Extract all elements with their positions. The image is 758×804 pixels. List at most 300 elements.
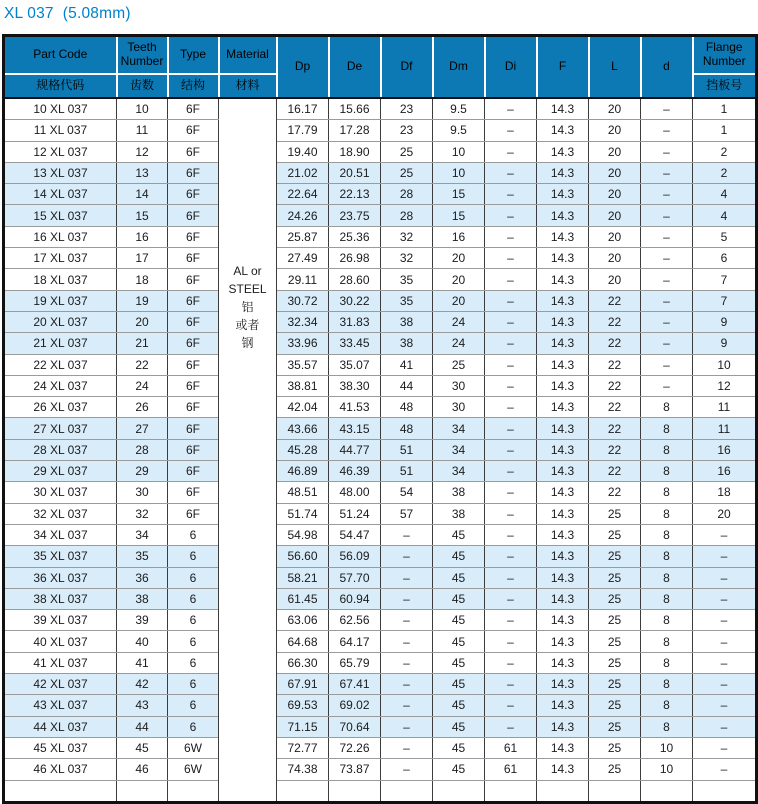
table-cell: 8 <box>641 482 693 503</box>
table-cell: 51 <box>381 461 433 482</box>
table-cell: 48.00 <box>329 482 381 503</box>
col-header-d: d <box>641 36 693 99</box>
table-cell: 17.79 <box>277 120 329 141</box>
table-cell: – <box>485 439 537 460</box>
table-cell: 22 <box>589 418 641 439</box>
col-header-dp: Dp <box>277 36 329 99</box>
table-cell: 54.47 <box>329 524 381 545</box>
table-cell: 26 XL 037 <box>4 397 117 418</box>
table-cell: 10 XL 037 <box>4 98 117 120</box>
table-cell: – <box>485 652 537 673</box>
table-cell: 15 XL 037 <box>4 205 117 226</box>
table-cell: 14.3 <box>537 503 589 524</box>
table-cell: 14.3 <box>537 482 589 503</box>
table-cell: 14.3 <box>537 333 589 354</box>
table-cell: 45 <box>117 737 168 758</box>
table-cell: 6F <box>168 120 219 141</box>
table-cell: 6F <box>168 397 219 418</box>
table-cell: – <box>381 524 433 545</box>
table-cell: 45 <box>433 716 485 737</box>
table-row <box>4 226 757 247</box>
table-cell: – <box>381 610 433 631</box>
table-cell: 14.3 <box>537 205 589 226</box>
table-cell: 28 XL 037 <box>4 439 117 460</box>
table-cell: 25 <box>589 652 641 673</box>
table-cell: – <box>693 759 757 780</box>
table-cell: 20 <box>589 184 641 205</box>
table-cell: 14.3 <box>537 311 589 332</box>
table-cell: 25 <box>589 695 641 716</box>
table-cell: 6 <box>168 546 219 567</box>
table-cell: 45 <box>433 652 485 673</box>
table-cell: – <box>381 737 433 758</box>
table-cell: 8 <box>641 610 693 631</box>
table-cell: 45 <box>433 695 485 716</box>
table-cell <box>4 780 117 802</box>
table-cell: 14.3 <box>537 631 589 652</box>
table-cell: 36 <box>117 567 168 588</box>
table-cell: 14.3 <box>537 418 589 439</box>
table-cell: 20 XL 037 <box>4 311 117 332</box>
table-row <box>4 716 757 737</box>
table-cell: 9 <box>693 311 757 332</box>
table-cell <box>589 780 641 802</box>
table-cell: 6F <box>168 184 219 205</box>
table-row <box>4 695 757 716</box>
table-cell: – <box>485 546 537 567</box>
table-cell: – <box>485 588 537 609</box>
table-cell: 30 <box>433 397 485 418</box>
table-row <box>4 290 757 311</box>
table-cell: 30.22 <box>329 290 381 311</box>
table-cell: 44.77 <box>329 439 381 460</box>
table-cell: 16 <box>117 226 168 247</box>
table-cell: 64.17 <box>329 631 381 652</box>
table-cell: 31.83 <box>329 311 381 332</box>
table-row <box>4 120 757 141</box>
col-header-teeth-number: Teeth Number <box>117 36 168 75</box>
table-cell: – <box>641 311 693 332</box>
table-cell: 14.3 <box>537 98 589 120</box>
col-header-flange-number-zh: 挡板号 <box>693 74 757 98</box>
table-cell: 33.45 <box>329 333 381 354</box>
table-cell: – <box>693 524 757 545</box>
table-cell: 20 <box>589 248 641 269</box>
table-cell: 20 <box>433 248 485 269</box>
table-cell: 15 <box>433 205 485 226</box>
table-cell: 35 <box>117 546 168 567</box>
table-cell: – <box>381 759 433 780</box>
table-cell: 38 <box>117 588 168 609</box>
table-cell: 11 <box>693 397 757 418</box>
table-cell: 14.3 <box>537 546 589 567</box>
table-cell: 45 <box>433 610 485 631</box>
table-cell: 25 <box>589 716 641 737</box>
table-cell: 22 <box>589 397 641 418</box>
table-cell: 6 <box>168 716 219 737</box>
table-cell: 6F <box>168 482 219 503</box>
table-cell: 6 <box>168 588 219 609</box>
table-cell: 25 <box>589 737 641 758</box>
table-row <box>4 162 757 183</box>
table-cell: 45.28 <box>277 439 329 460</box>
table-cell: 14.3 <box>537 248 589 269</box>
table-cell: 9 <box>693 333 757 354</box>
table-cell: 61 <box>485 737 537 758</box>
table-cell: 43.66 <box>277 418 329 439</box>
table-cell: 8 <box>641 418 693 439</box>
table-cell: – <box>485 610 537 631</box>
table-row <box>4 546 757 567</box>
table-cell: 44 XL 037 <box>4 716 117 737</box>
table-cell: 14.3 <box>537 695 589 716</box>
spec-table <box>2 34 758 804</box>
table-cell: 32 XL 037 <box>4 503 117 524</box>
table-cell: 35 XL 037 <box>4 546 117 567</box>
table-cell: 29.11 <box>277 269 329 290</box>
table-cell: – <box>641 333 693 354</box>
table-cell: – <box>485 674 537 695</box>
table-cell: 14 <box>117 184 168 205</box>
table-cell: 9.5 <box>433 120 485 141</box>
table-cell: 43.15 <box>329 418 381 439</box>
table-cell: 14.3 <box>537 162 589 183</box>
table-cell: 26 <box>117 397 168 418</box>
table-cell: 14.3 <box>537 120 589 141</box>
table-cell: 6 <box>168 524 219 545</box>
table-row <box>4 567 757 588</box>
table-cell: 46 XL 037 <box>4 759 117 780</box>
table-cell: – <box>381 652 433 673</box>
table-cell: 26.98 <box>329 248 381 269</box>
table-cell: 25 <box>589 546 641 567</box>
table-cell: 32 <box>117 503 168 524</box>
table-cell: 54 <box>381 482 433 503</box>
table-cell: 29 XL 037 <box>4 461 117 482</box>
table-cell: 19.40 <box>277 141 329 162</box>
table-cell: 22 <box>589 439 641 460</box>
table-cell: 24 <box>433 311 485 332</box>
table-cell: 6 <box>168 652 219 673</box>
table-cell: 8 <box>641 631 693 652</box>
table-cell: 16 XL 037 <box>4 226 117 247</box>
table-cell: 15 <box>433 184 485 205</box>
table-cell: 30 <box>117 482 168 503</box>
table-cell: 39 <box>117 610 168 631</box>
table-cell: 39 XL 037 <box>4 610 117 631</box>
table-cell: 25 <box>589 588 641 609</box>
table-cell: 23.75 <box>329 205 381 226</box>
table-cell: 24.26 <box>277 205 329 226</box>
table-cell: – <box>381 588 433 609</box>
table-row <box>4 397 757 418</box>
table-cell: 6W <box>168 759 219 780</box>
table-cell: – <box>693 567 757 588</box>
table-cell: 66.30 <box>277 652 329 673</box>
table-cell: 8 <box>641 397 693 418</box>
table-cell: 70.64 <box>329 716 381 737</box>
table-cell: 12 <box>117 141 168 162</box>
table-cell: 25 <box>589 610 641 631</box>
table-cell: 19 <box>117 290 168 311</box>
table-cell: 14.3 <box>537 759 589 780</box>
table-cell: 8 <box>641 567 693 588</box>
table-cell: 46 <box>117 759 168 780</box>
header-row-en <box>4 36 757 75</box>
table-header <box>4 36 757 99</box>
table-cell: 14.3 <box>537 524 589 545</box>
table-cell: 10 <box>693 354 757 375</box>
table-cell: 22 <box>589 354 641 375</box>
table-cell: 23 <box>381 98 433 120</box>
table-cell <box>277 780 329 802</box>
table-cell: 11 XL 037 <box>4 120 117 141</box>
table-cell: 14.3 <box>537 269 589 290</box>
table-cell: – <box>641 248 693 269</box>
table-cell: 17.28 <box>329 120 381 141</box>
col-header-type-zh: 结构 <box>168 74 219 98</box>
table-row <box>4 588 757 609</box>
table-cell: – <box>485 162 537 183</box>
table-cell: 6F <box>168 226 219 247</box>
col-header-df: Df <box>381 36 433 99</box>
table-cell: 10 <box>641 737 693 758</box>
table-cell: 45 <box>433 546 485 567</box>
table-cell: 6F <box>168 311 219 332</box>
table-cell: 6F <box>168 269 219 290</box>
table-cell: – <box>485 120 537 141</box>
table-cell: 6F <box>168 205 219 226</box>
table-cell: 2 <box>693 141 757 162</box>
table-cell: 14.3 <box>537 439 589 460</box>
table-cell: 25 <box>381 141 433 162</box>
table-cell: 6 <box>168 567 219 588</box>
table-cell: – <box>693 737 757 758</box>
table-cell: 11 <box>117 120 168 141</box>
table-cell: 21.02 <box>277 162 329 183</box>
table-cell: – <box>485 524 537 545</box>
col-header-flange-number: Flange Number <box>693 36 757 75</box>
table-cell: 22.13 <box>329 184 381 205</box>
table-cell: 6 <box>168 674 219 695</box>
table-cell: – <box>485 141 537 162</box>
table-cell: 14.3 <box>537 354 589 375</box>
table-cell: 14.3 <box>537 652 589 673</box>
table-cell: 28 <box>381 205 433 226</box>
col-header-teeth-number-zh: 齿数 <box>117 74 168 98</box>
col-header-part-code: Part Code <box>4 36 117 75</box>
table-cell: – <box>693 631 757 652</box>
table-cell: 36 XL 037 <box>4 567 117 588</box>
table-cell: – <box>641 162 693 183</box>
table-row <box>4 375 757 396</box>
col-header-f: F <box>537 36 589 99</box>
table-cell: 20 <box>589 269 641 290</box>
material-merged-cell <box>219 98 277 802</box>
table-cell: – <box>641 184 693 205</box>
table-cell: 20.51 <box>329 162 381 183</box>
table-row <box>4 461 757 482</box>
table-cell: – <box>485 695 537 716</box>
table-cell: 32 <box>381 248 433 269</box>
table-cell: 43 <box>117 695 168 716</box>
table-cell: 71.15 <box>277 716 329 737</box>
table-cell: 51.74 <box>277 503 329 524</box>
table-cell: 28 <box>381 184 433 205</box>
table-cell: 64.68 <box>277 631 329 652</box>
table-cell: 45 XL 037 <box>4 737 117 758</box>
table-cell: 20 <box>589 205 641 226</box>
table-cell: 20 <box>589 141 641 162</box>
table-cell: 6F <box>168 439 219 460</box>
table-row <box>4 482 757 503</box>
table-cell: 1 <box>693 98 757 120</box>
table-row <box>4 418 757 439</box>
table-cell: 48 <box>381 397 433 418</box>
table-cell: 14.3 <box>537 588 589 609</box>
table-cell: 9.5 <box>433 98 485 120</box>
table-cell: 17 XL 037 <box>4 248 117 269</box>
table-cell: – <box>381 631 433 652</box>
table-cell: 22 <box>589 461 641 482</box>
table-cell: 58.21 <box>277 567 329 588</box>
table-cell: 27 <box>117 418 168 439</box>
table-cell: – <box>641 98 693 120</box>
table-cell: 38 XL 037 <box>4 588 117 609</box>
material-line: AL or <box>233 264 262 278</box>
page-title: XL 037 (5.08mm) <box>4 5 131 22</box>
material-line: 或者 <box>235 318 260 332</box>
table-cell: 16 <box>693 461 757 482</box>
table-cell: 27 XL 037 <box>4 418 117 439</box>
table-cell: – <box>485 482 537 503</box>
table-cell: 16.17 <box>277 98 329 120</box>
table-cell: 38.30 <box>329 375 381 396</box>
table-cell: 14.3 <box>537 141 589 162</box>
table-cell: 14.3 <box>537 737 589 758</box>
table-cell: – <box>485 418 537 439</box>
table-cell: 41 <box>117 652 168 673</box>
table-cell: 42 XL 037 <box>4 674 117 695</box>
table-cell: 15 <box>117 205 168 226</box>
table-row <box>4 354 757 375</box>
table-cell: 38.81 <box>277 375 329 396</box>
table-cell: 20 <box>589 120 641 141</box>
table-cell: 6F <box>168 461 219 482</box>
table-cell: 6F <box>168 333 219 354</box>
table-cell: 14.3 <box>537 461 589 482</box>
table-cell: 42.04 <box>277 397 329 418</box>
table-cell: 22 <box>589 375 641 396</box>
table-cell: – <box>641 290 693 311</box>
table-row <box>4 439 757 460</box>
col-header-part-code-zh: 规格代码 <box>4 74 117 98</box>
col-header-type: Type <box>168 36 219 75</box>
table-cell: 20 <box>693 503 757 524</box>
table-cell: 46.89 <box>277 461 329 482</box>
material-line: STEEL <box>228 282 267 296</box>
table-cell <box>537 780 589 802</box>
table-cell: 54.98 <box>277 524 329 545</box>
table-cell: – <box>485 226 537 247</box>
table-cell: – <box>693 695 757 716</box>
table-cell: 18.90 <box>329 141 381 162</box>
table-cell <box>433 780 485 802</box>
table-cell: 14 XL 037 <box>4 184 117 205</box>
table-cell: 72.77 <box>277 737 329 758</box>
table-cell: 22 <box>589 311 641 332</box>
table-cell: 14.3 <box>537 674 589 695</box>
table-cell: 56.60 <box>277 546 329 567</box>
table-cell: – <box>641 375 693 396</box>
table-cell: 27.49 <box>277 248 329 269</box>
table-cell: 38 <box>433 482 485 503</box>
table-cell: 8 <box>641 461 693 482</box>
table-cell <box>117 780 168 802</box>
table-cell: 61 <box>485 759 537 780</box>
table-cell: 72.26 <box>329 737 381 758</box>
table-body <box>4 98 757 802</box>
col-header-dm: Dm <box>433 36 485 99</box>
table-cell <box>381 780 433 802</box>
table-cell: 35 <box>381 290 433 311</box>
col-header-di: Di <box>485 36 537 99</box>
table-cell: 8 <box>641 524 693 545</box>
table-cell: 57.70 <box>329 567 381 588</box>
table-cell: 6 <box>168 610 219 631</box>
table-cell: – <box>485 269 537 290</box>
table-cell: 22 <box>589 482 641 503</box>
table-row <box>4 184 757 205</box>
table-cell: – <box>693 674 757 695</box>
table-cell: 22 <box>589 290 641 311</box>
table-cell: 6 <box>168 631 219 652</box>
table-cell: 32.34 <box>277 311 329 332</box>
table-cell: 20 <box>433 290 485 311</box>
table-cell: 48.51 <box>277 482 329 503</box>
table-cell: 16 <box>693 439 757 460</box>
table-cell: 10 <box>433 141 485 162</box>
table-cell: – <box>641 354 693 375</box>
table-cell: – <box>693 716 757 737</box>
table-cell: 18 <box>693 482 757 503</box>
table-cell: – <box>485 248 537 269</box>
table-row <box>4 631 757 652</box>
table-cell: 14.3 <box>537 375 589 396</box>
table-cell: 29 <box>117 461 168 482</box>
table-row <box>4 652 757 673</box>
table-cell: 45 <box>433 737 485 758</box>
table-row <box>4 524 757 545</box>
table-cell: 67.41 <box>329 674 381 695</box>
table-cell: – <box>641 120 693 141</box>
table-cell: 20 <box>589 162 641 183</box>
table-cell: 24 <box>433 333 485 354</box>
table-cell: 21 <box>117 333 168 354</box>
table-cell <box>168 780 219 802</box>
table-cell: 12 XL 037 <box>4 141 117 162</box>
table-cell: 25 <box>589 631 641 652</box>
col-header-material-zh: 材料 <box>219 74 277 98</box>
table-cell: 6F <box>168 354 219 375</box>
table-cell: 11 <box>693 418 757 439</box>
table-cell: 63.06 <box>277 610 329 631</box>
table-cell: 6W <box>168 737 219 758</box>
table-cell: – <box>381 567 433 588</box>
table-cell: 18 <box>117 269 168 290</box>
table-cell: 8 <box>641 695 693 716</box>
table-cell: 25 <box>589 759 641 780</box>
